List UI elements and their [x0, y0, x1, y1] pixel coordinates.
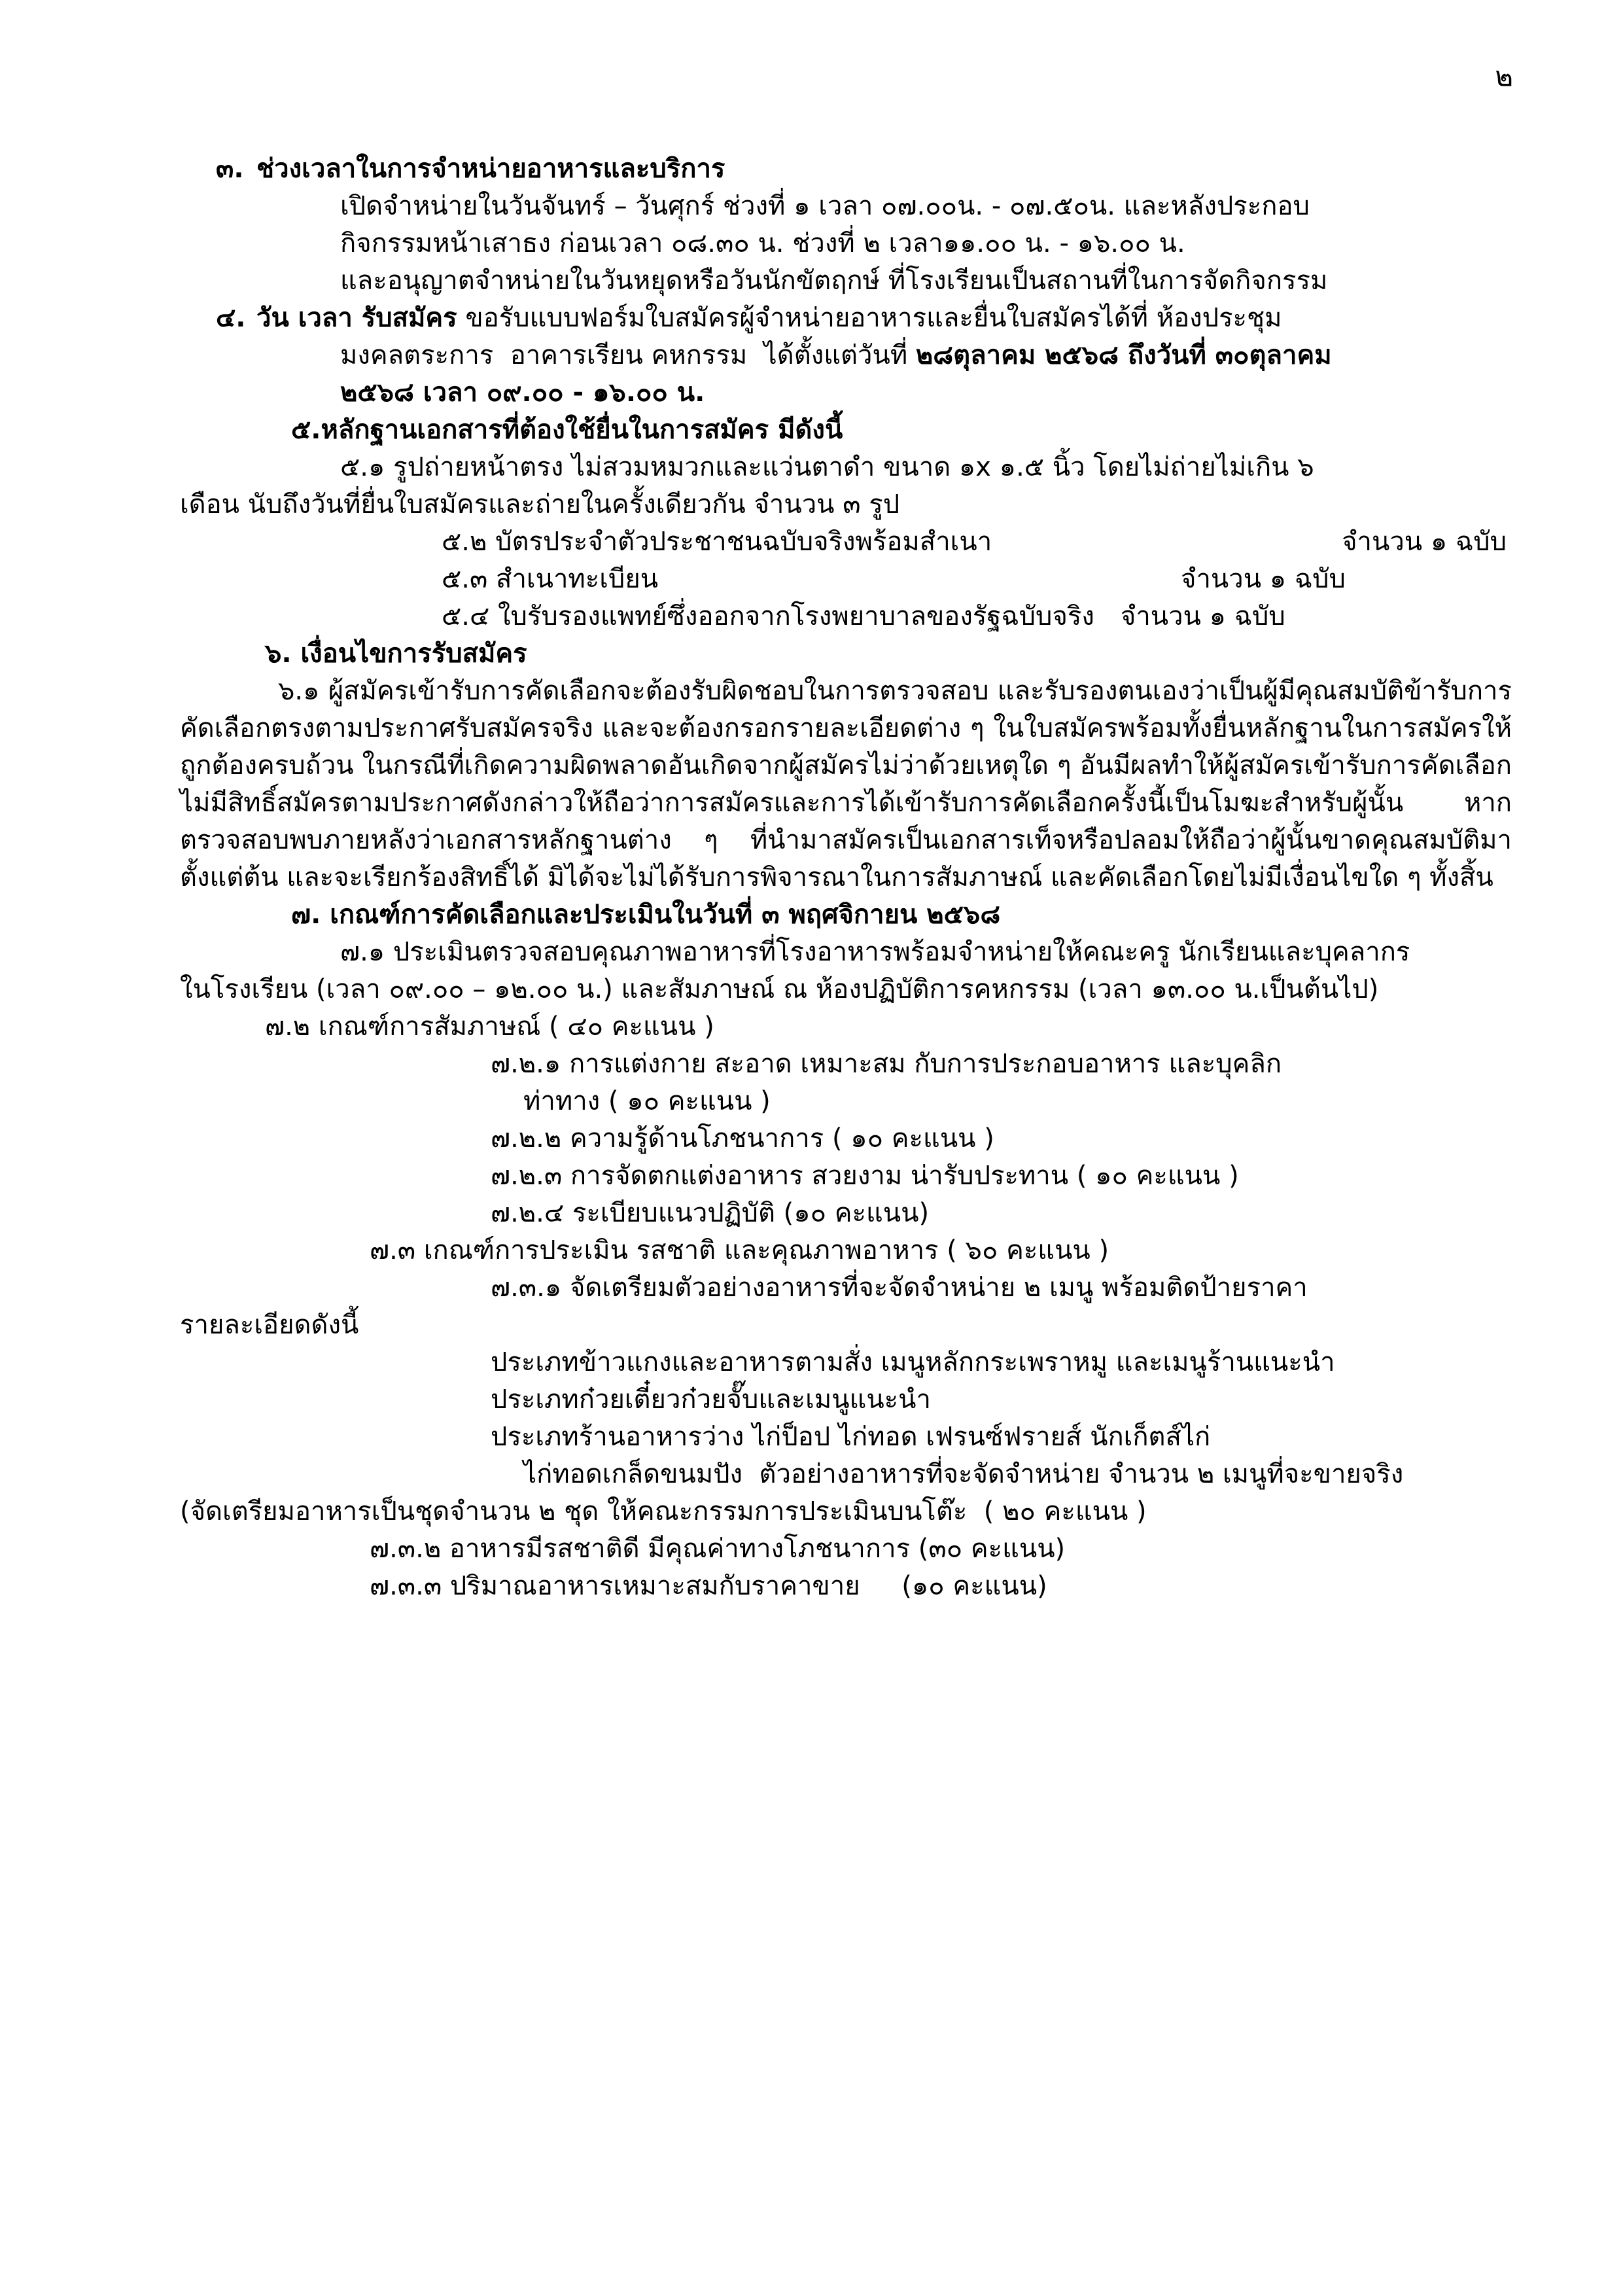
section-4-line-2	[340, 337, 1507, 374]
section-7-item-71-line-2: ในโรงเรียน (เวลา ๐๙.๐๐ – ๑๒.๐๐ น.) และสัมภาษณ์ ณ ห้องปฏิบัติการคหกรรม (เวลา ๑๓.๐๐ น.เป็นต้นไป)	[180, 974, 1379, 1004]
section-7-item-721-line-1: ๗.๒.๑ การแต่งกาย สะอาด เหมาะสม กับการประกอบอาหาร และบุคลิก	[491, 1049, 1282, 1079]
spacer	[811, 561, 1181, 598]
section-7-menu-3: ประเภทร้านอาหารว่าง ไก่ป็อป ไก่ทอด เฟรนซ์ฟรายส์ นักเก็ตส์ไก่	[491, 1422, 1211, 1452]
section-7-item-72: ๗.๒ เกณฑ์การสัมภาษณ์ ( ๔๐ คะแนน )	[265, 1012, 714, 1042]
section-4-number: ๔.	[216, 303, 246, 333]
section-7-item-733: ๗.๓.๓ ปริมาณอาหารเหมาะสมกับราคาขาย (๑๐ คะแนน)	[370, 1571, 1047, 1601]
spacer	[992, 523, 1342, 561]
section-7-item-723: ๗.๒.๓ การจัดตกแต่งอาหาร สวยงาม น่ารับประทาน ( ๑๐ คะแนน )	[491, 1161, 1239, 1191]
section-5-item-2	[442, 523, 1507, 561]
section-7-item-721-line-2: ท่าทาง ( ๑๐ คะแนน )	[523, 1086, 771, 1116]
section-3-heading: ช่วงเวลาในการจำหน่ายอาหารและบริการ	[256, 154, 725, 184]
section-3	[216, 150, 1507, 188]
section-3-line-2: กิจกรรมหน้าเสาธง ก่อนเวลา ๐๘.๓๐ น. ช่วงที่ ๒ เวลา๑๑.๐๐ น. - ๑๖.๐๐ น.	[340, 228, 1185, 258]
section-7-item-73: ๗.๓ เกณฑ์การประเมิน รสชาติ และคุณภาพอาหาร ( ๖๐ คะแนน )	[370, 1235, 1109, 1265]
section-5-item-3-label: ๕.๓ สำเนาทะเบียน	[442, 564, 659, 594]
section-5-item-1-line-1: ๕.๑ รูปถ่ายหน้าตรง ไม่สวมหมวกและแว่นตาดำ ขนาด ๑x ๑.๕ นิ้ว โดยไม่ถ่ายไม่เกิน ๖	[340, 452, 1314, 482]
section-4-heading-rest: ขอรับแบบฟอร์มใบสมัครผู้จำหน่ายอาหารและยื่นใบสมัครได้ที่ ห้องประชุม	[457, 303, 1282, 333]
section-5-item-1-line-2: เดือน นับถึงวันที่ยื่นใบสมัครและถ่ายในครั้งเดียวกัน จำนวน ๓ รูป	[180, 489, 900, 520]
section-5-item-4-label: ๕.๔ ใบรับรองแพทย์ซึ่งออกจากโรงพยาบาลของรัฐฉบับจริง	[442, 601, 1094, 631]
section-4	[216, 300, 1507, 337]
section-5-item-3-qty: จำนวน ๑ ฉบับ	[1181, 564, 1346, 594]
section-7-item-722: ๗.๒.๒ ความรู้ด้านโภชนาการ ( ๑๐ คะแนน )	[491, 1123, 994, 1154]
section-5-item-3	[442, 561, 1507, 598]
section-7-menu-4: ไก่ทอดเกล็ดขนมปัง ตัวอย่างอาหารที่จะจัดจำหน่าย จำนวน ๒ เมนูที่จะขายจริง	[523, 1459, 1404, 1489]
section-4-line-1	[256, 300, 1507, 337]
section-5-heading: ๕.หลักฐานเอกสารที่ต้องใช้ยื่นในการสมัคร มีดังนี้	[291, 415, 843, 445]
section-4-line-3: ๒๕๖๘ เวลา ๐๙.๐๐ - ๑๖.๐๐ น.	[340, 378, 705, 408]
section-5-item-4	[442, 598, 1507, 635]
section-7-item-724: ๗.๒.๔ ระเบียบแนวปฏิบัติ (๑๐ คะแนน)	[491, 1198, 930, 1228]
section-7-item-731-line-1: ๗.๓.๑ จัดเตรียมตัวอย่างอาหารที่จะจัดจำหน่าย ๒ เมนู พร้อมติดป้ายราคา	[491, 1273, 1308, 1303]
section-5-item-4-qty: จำนวน ๑ ฉบับ	[1120, 601, 1285, 631]
section-7-heading: ๗. เกณฑ์การคัดเลือกและประเมินในวันที่ ๓ พฤศจิกายน ๒๕๖๘	[291, 900, 1001, 930]
section-7-menu-1: ประเภทข้าวแกงและอาหารตามสั่ง เมนูหลักกระเพราหมู และเมนูร้านแนะนำ	[491, 1347, 1335, 1377]
section-4-line-2-plain: มงคลตระการ อาคารเรียน คหกรรม ได้ตั้งแต่วันที่	[340, 340, 916, 370]
section-5-item-2-qty: จำนวน ๑ ฉบับ	[1342, 527, 1507, 557]
section-6-heading: ๖. เงื่อนไขการรับสมัคร	[265, 639, 527, 669]
section-4-line-2-bold: ๒๘ตุลาคม ๒๕๖๘ ถึงวันที่ ๓๐ตุลาคม	[915, 340, 1332, 370]
section-7-item-731-line-2: รายละเอียดดังนี้	[180, 1310, 359, 1340]
section-3-line-3: และอนุญาตจำหน่ายในวันหยุดหรือวันนักขัตฤกษ์ ที่โรงเรียนเป็นสถานที่ในการจัดกิจกรรม	[340, 266, 1328, 296]
section-3-line-1: เปิดจำหน่ายในวันจันทร์ – วันศุกร์ ช่วงที่ ๑ เวลา ๐๗.๐๐น. - ๐๗.๕๐น. และหลังประกอบ	[340, 191, 1310, 221]
section-4-heading: วัน เวลา รับสมัคร	[256, 303, 457, 333]
section-7-menu-5: (จัดเตรียมอาหารเป็นชุดจำนวน ๒ ชุด ให้คณะกรรมการประเมินบนโต๊ะ ( ๒๐ คะแนน )	[180, 1496, 1147, 1527]
section-7-item-732: ๗.๓.๒ อาหารมีรสชาติดี มีคุณค่าทางโภชนาการ (๓๐ คะแนน)	[370, 1534, 1066, 1564]
section-3-number: ๓.	[216, 154, 244, 184]
document-body	[180, 150, 1512, 1605]
section-6-paragraph: ๖.๑ ผู้สมัครเข้ารับการคัดเลือกจะต้องรับผิดชอบในการตรวจสอบ และรับรองตนเองว่าเป็นผู้มีคุณสมบัติข้ารับการคัดเลือกตรงตามประกาศรับสมัครจริง และจะต้องกรอกรายละเอียดต่าง ๆ ในใบสมัครพร้อมทั้งยื่นหลักฐานในการสมัครให้ถูกต้องครบถ้วน ในกรณีที่เกิดความผิดพลาดอันเกิดจากผู้สมัครไม่ว่าด้วยเหตุใด ๆ อันมีผลทำให้ผู้สมัครเข้ารับการคัดเลือกไม่มีสิทธิ์สมัครตามประกาศดังกล่าวให้ถือว่าการสมัครและการได้เข้ารับการคัดเลือกครั้งนี้เป็นโมฆะสำหรับผู้นั้น หากตรวจสอบพบภายหลังว่าเอกสารหลักฐานต่าง ๆ ที่นำมาสมัครเป็นเอกสารเท็จหรือปลอมให้ถือว่าผู้นั้นขาดคุณสมบัติมาตั้งแต่ต้น และจะเรียกร้องสิทธิ์ได้ มิได้จะไม่ได้รับการพิจารณาในการสัมภาษณ์ และคัดเลือกโดยไม่มีเงื่อนไขใด ๆ ทั้งสิ้น	[180, 676, 1512, 892]
page-number: ๒	[1495, 60, 1513, 92]
section-7-menu-2: ประเภทก๋วยเตี๋ยวก๋วยจั๊บและเมนูแนะนำ	[491, 1385, 931, 1415]
spacer	[1094, 598, 1121, 635]
section-7-item-71-line-1: ๗.๑ ประเมินตรวจสอบคุณภาพอาหารที่โรงอาหารพร้อมจำหน่ายให้คณะครู นักเรียนและบุคลากร	[340, 937, 1410, 967]
section-5-item-2-label: ๕.๒ บัตรประจำตัวประชาชนฉบับจริงพร้อมสำเนา	[442, 527, 992, 557]
